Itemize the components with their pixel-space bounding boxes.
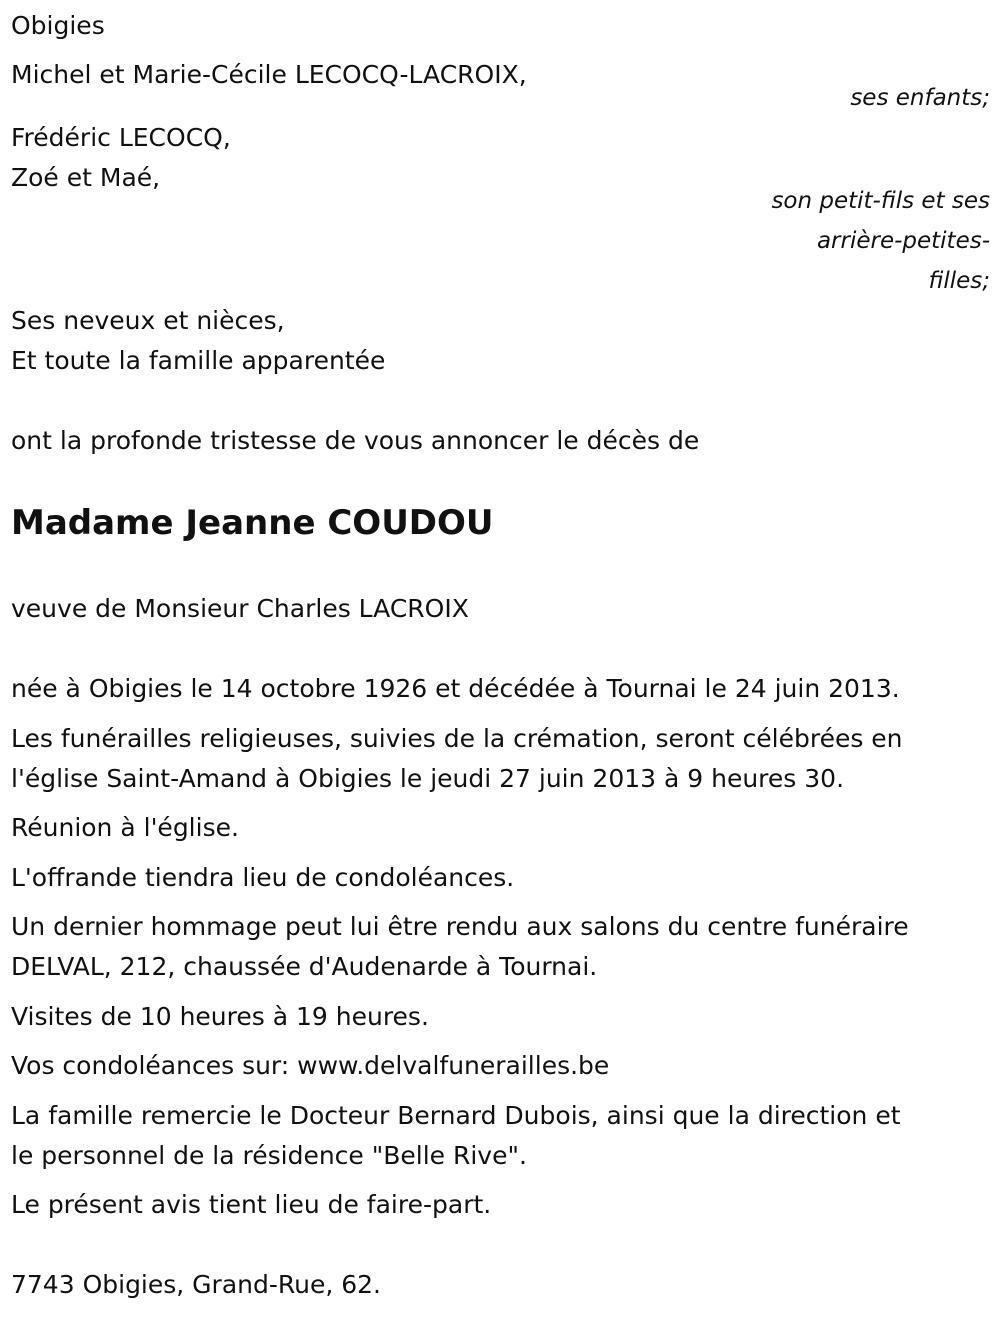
tribute-line-2: DELVAL, 212, chaussée d'Audenarde à Tournai. xyxy=(11,952,598,981)
location: Obigies xyxy=(11,11,105,40)
children-role: ses enfants; xyxy=(850,85,990,111)
descendants-role-line-2: arrière-petites- xyxy=(816,228,990,254)
thanks-line-1: La famille remercie le Docteur Bernard Dubois, ainsi que la direction et xyxy=(11,1101,901,1130)
extended-family: Et toute la famille apparentée xyxy=(11,346,386,375)
deceased-name: Madame Jeanne COUDOU xyxy=(11,503,494,543)
funeral-line-1: Les funérailles religieuses, suivies de la crémation, seront célébrées en xyxy=(11,724,903,753)
funeral-line-2: l'église Saint-Amand à Obigies le jeudi 27 juin 2013 à 9 heures 30. xyxy=(11,764,845,793)
spouse-line: veuve de Monsieur Charles LACROIX xyxy=(11,594,469,623)
descendants-role-line-1: son petit-fils et ses xyxy=(771,188,990,214)
birth-death-line: née à Obigies le 14 octobre 1926 et décédée à Tournai le 24 juin 2013. xyxy=(11,674,900,703)
meeting-line: Réunion à l'église. xyxy=(11,813,239,842)
grandson-name: Frédéric LECOCQ, xyxy=(11,123,231,152)
announcement: ont la profonde tristesse de vous annoncer le décès de xyxy=(11,426,700,455)
tribute-line-1: Un dernier hommage peut lui être rendu aux salons du centre funéraire xyxy=(11,912,909,941)
nephews-nieces: Ses neveux et nièces, xyxy=(11,306,285,335)
address-line: 7743 Obigies, Grand-Rue, 62. xyxy=(11,1270,382,1299)
visits-line: Visites de 10 heures à 19 heures. xyxy=(11,1002,429,1031)
notice-line: Le présent avis tient lieu de faire-part. xyxy=(11,1190,492,1219)
descendants-role-line-3: filles; xyxy=(928,268,990,294)
great-granddaughters-names: Zoé et Maé, xyxy=(11,163,161,192)
offering-line: L'offrande tiendra lieu de condoléances. xyxy=(11,863,515,892)
condolences-line: Vos condoléances sur: www.delvalfunerailles.be xyxy=(11,1051,610,1080)
thanks-line-2: le personnel de la résidence "Belle Rive". xyxy=(11,1141,527,1170)
children-names: Michel et Marie-Cécile LECOCQ-LACROIX, xyxy=(11,60,527,89)
